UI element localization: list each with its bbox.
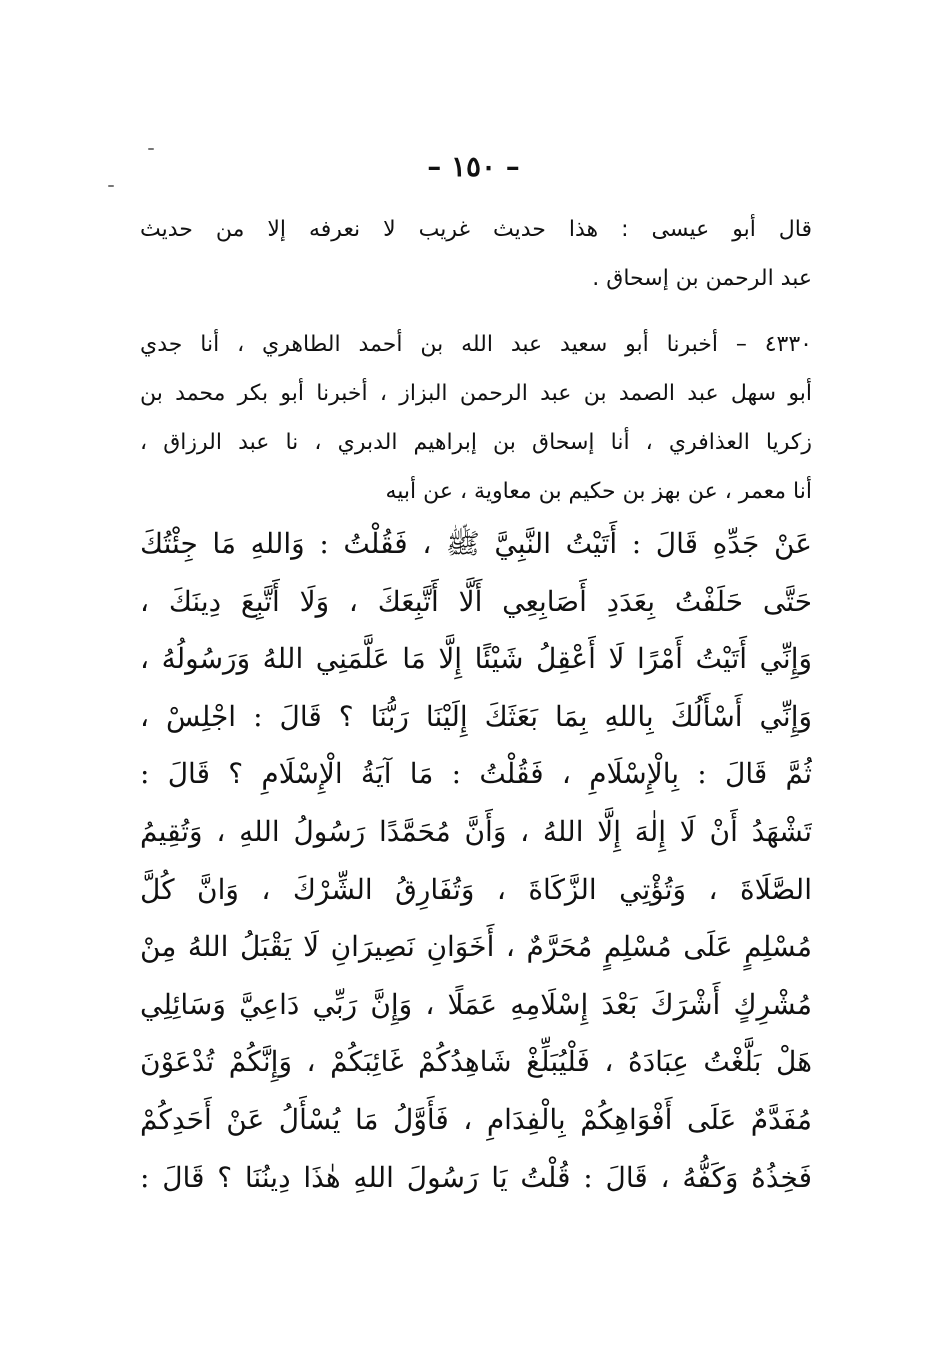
text-line: الصَّلَاةَ ، وَتُؤْتِي الزَّكَاةَ ، وَتُفَارِقُ الشِّرْكَ ، وَانَّ كُلَّ: [140, 872, 812, 906]
text-line: زكريا العذافري ، أنا إسحاق بن إبراهيم الدبري ، نا عبد الرزاق ،: [140, 430, 812, 455]
page-number: – ١٥٠ –: [427, 150, 520, 183]
text-line: فَخِذُهُ وَكَفُّهُ ، قَالَ : قُلْتُ يَا رَسُولَ اللهِ هٰذَا دِينُنَا ؟ قَالَ :: [140, 1160, 812, 1194]
text-line: مُسْلِمٍ عَلَى مُسْلِمٍ مُحَرَّمٌ ، أَخَوَانِ نَصِيرَانِ لَا يَقْبَلُ اللهُ مِنْ: [140, 930, 812, 964]
text-line: أبو سهل عبد الصمد بن عبد الرحمن البزاز ، أخبرنا أبو بكر محمد بن: [140, 381, 812, 406]
hadith-text: [140, 515, 812, 1206]
text-line: تَشْهَدُ أَنْ لَا إِلٰهَ إِلَّا اللهُ ، وَأَنَّ مُحَمَّدًا رَسُولُ اللهِ ، وَتُقِيمُ: [140, 814, 812, 848]
text-line: قال أبو عيسى : هذا حديث غريب لا نعرفه إلا من حديث: [140, 217, 812, 242]
text-line: وَإِنِّي أَسْأَلُكَ بِاللهِ بِمَا بَعَثَكَ إِلَيْنَا رَبُّنَا ؟ قَالَ : اجْلِسْ ،: [140, 699, 812, 733]
text-line: مُفَدَّمٌ عَلَى أَفْوَاهِكُمْ بِالْفِدَامِ ، فَأَوَّلُ مَا يُسْأَلُ عَنْ أَحَدِكُمْ: [140, 1102, 812, 1136]
commentary-paragraph: [140, 205, 812, 303]
text-line: عبد الرحمن بن إسحاق .: [592, 266, 812, 291]
text-line: مُشْرِكٍ أَشْرَكَ بَعْدَ إِسْلَامِهِ عَمَلًا ، وَإِنَّ رَبِّي دَاعِيَّ وَسَائِلِي: [140, 987, 812, 1021]
text-line: وَإِنِّي أَتَيْتُ أَمْرًا لَا أَعْقِلُ شَيْئًا إِلَّا مَا عَلَّمَنِي اللهُ وَرَسُولُهُ ،: [140, 642, 812, 676]
isnad-paragraph: [140, 320, 812, 516]
text-line: أنا معمر ، عن بهز بن حكيم بن معاوية ، عن أبيه: [385, 479, 812, 504]
text-line: هَلْ بَلَّغْتُ عِبَادَهُ ، فَلْيُبَلِّغْ شَاهِدُكُمْ غَائِبَكُمْ ، وَإِنَّكُمْ تُدْعَوْنَ: [140, 1045, 812, 1079]
stray-ink-mark: [108, 185, 114, 187]
text-line: عَنْ جَدِّهِ قَالَ : أَتَيْتُ النَّبِيَّ ﷺ ، فَقُلْتُ : وَاللهِ مَا جِئْتُكَ: [140, 527, 812, 560]
text-line: ثُمَّ قَالَ : بِالْإِسْلَامِ ، فَقُلْتُ : مَا آيَةُ الْإِسْلَامِ ؟ قَالَ :: [140, 757, 812, 791]
text-line: حَتَّى حَلَفْتُ بِعَدَدِ أَصَابِعِي أَلَّا أَتَّبِعَكَ ، وَلَا أَتَّبِعَ دِينَكَ ،: [140, 584, 812, 618]
text-line: ٤٣٣٠ – أخبرنا أبو سعيد عبد الله بن أحمد الطاهري ، أنا جدي: [140, 332, 812, 357]
